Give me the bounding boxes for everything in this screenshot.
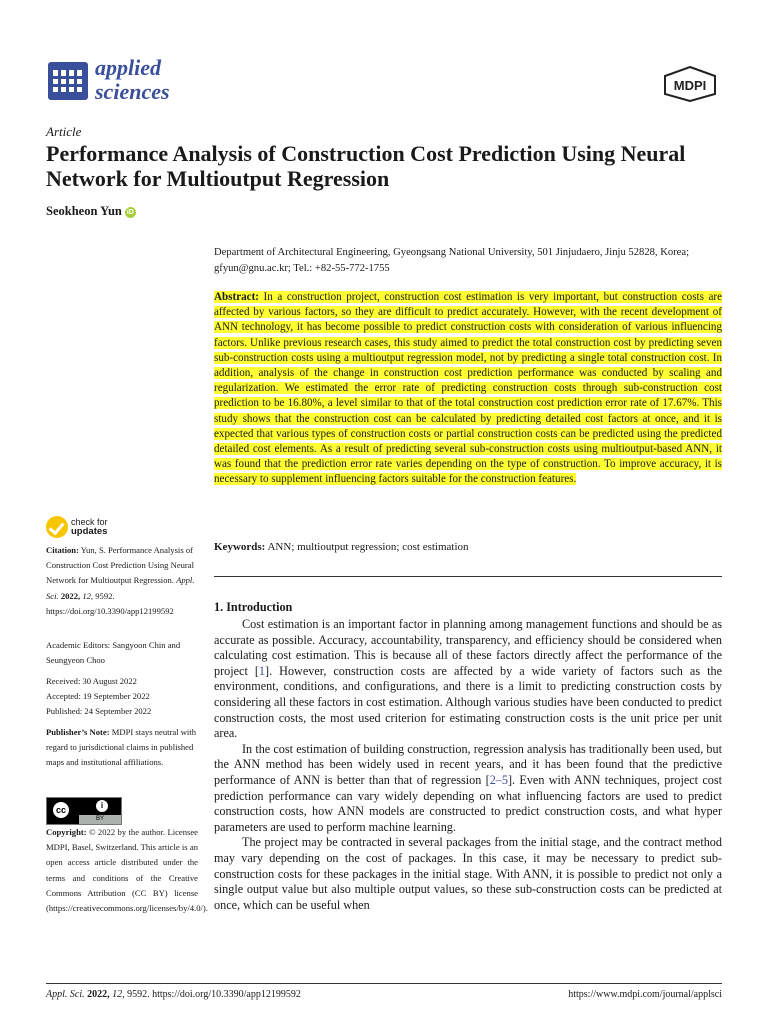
abstract-label: Abstract: bbox=[214, 291, 259, 303]
publishers-note bbox=[46, 725, 198, 771]
citation bbox=[46, 543, 198, 619]
abstract-text: In a construction project, construction cost estimation is very important, but construction costs are affected by various factors, so they are difficult to predict accurately. However, with the recent development of ANN technology, it has become possible to predict construction costs with consideration of various influencing factors. Unlike previous research cases, this study aimed to predict the total construction cost by predicting seven sub-construction costs using a multioutput regression model, not by predicting a single total construction cost. In addition, analysis of the change in construction cost prediction performance was conducted by scaling and regularization. We estimated the error rate of predicting construction costs through sub-construction cost prediction to be 16.80%, a level similar to that of the total construction cost prediction error rate of 17.67%. This study shows that the construction cost can be calculated by predicting detailed cost factors at once, and it is expected that various types of construction costs or partial construction costs can be predicted using the predicted detailed cost elements. As a result of predicting several sub-construction costs using multioutput-based ANN, it was found that the prediction error rate varies depending on the type of construction. To improve accuracy, it is necessary to supplement influencing factors suitable for the construction features. bbox=[214, 291, 723, 486]
check-for-label: check for bbox=[71, 517, 108, 527]
footer-year: 2022, bbox=[87, 989, 110, 1000]
footer-doi[interactable]: 9592. https://doi.org/10.3390/app12199592 bbox=[127, 989, 301, 1000]
introduction-body bbox=[214, 617, 722, 913]
mdpi-logo-text: MDPI bbox=[673, 78, 707, 93]
accepted-date: Accepted: 19 September 2022 bbox=[46, 691, 150, 702]
copyright bbox=[46, 825, 208, 916]
abstract bbox=[214, 290, 722, 488]
copyright-text: © 2022 by the author. Licensee MDPI, Basel, Switzerland. This article is an open access article distributed under the terms and conditions of the Creative Commons Attribution (CC BY) license (https://creativecommons.org/licenses/by/4.0/). bbox=[46, 827, 208, 914]
section-divider bbox=[214, 576, 722, 577]
section-title-introduction: 1. Introduction bbox=[214, 600, 293, 614]
footer-journal: Appl. Sci. bbox=[46, 989, 85, 1000]
checkmark-icon bbox=[46, 516, 68, 538]
mdpi-logo bbox=[660, 66, 720, 102]
citation-label: Citation: bbox=[46, 545, 79, 555]
footer-citation bbox=[46, 989, 301, 1000]
citation-text: Yun, S. Performance Analysis of Construction Cost Prediction Using Neural Network for Multioutput Regression. bbox=[46, 545, 194, 586]
footer-volume: 12, bbox=[112, 989, 125, 1000]
received-date: Received: 30 August 2022 bbox=[46, 676, 137, 686]
footer-journal-url[interactable]: https://www.mdpi.com/journal/applsci bbox=[568, 989, 722, 1000]
citation-volume: 12, bbox=[82, 590, 94, 601]
cc-icon: cc bbox=[51, 800, 71, 820]
affiliation: Department of Architectural Engineering, Gyeongsang National University, 501 Jinjudaero, Jinju 52828, Korea; gfyun@gnu.ac.kr; Tel.: +82-55-772-1755 bbox=[214, 247, 690, 274]
academic-editors: Academic Editors: Sangyoon Chin and Seungyeon Choo bbox=[46, 640, 181, 666]
citation-year: 2022, bbox=[60, 590, 81, 601]
footer-divider bbox=[46, 983, 722, 984]
paragraph: The project may be contracted in several packages from the initial stage, and the contract method may vary depending on the cost of packages. In this case, it may be necessary to predict sub-construction costs for these packages in the initial stage. With ANN, it is possible to predict not only a single output value but also multiple output values, so these sub-construction costs can be predicted at once, which can be useful when bbox=[214, 835, 722, 912]
reference-link[interactable]: 1 bbox=[258, 663, 266, 678]
publishers-note-label: Publisher’s Note: bbox=[46, 727, 110, 737]
journal-name bbox=[95, 56, 170, 104]
paragraph bbox=[214, 617, 722, 742]
keywords-label: Keywords: bbox=[214, 541, 266, 553]
keywords bbox=[214, 541, 469, 553]
paragraph-text: ]. Even with ANN techniques, project cost prediction performance can vary widely depending on what influencing factors are used to predict construction costs, how ANN models are constructed to predict construction costs, and what hyper parameters are used to perform machine learning. bbox=[214, 772, 723, 834]
paragraph-text: Cost estimation is an important factor in planning among management functions and should be as accurate as possible. Accuracy, accountability, transparency, and efficiency should be considered when calculating cost estimation. This is because all of these factors directly affect the performance of the project [ bbox=[214, 617, 722, 678]
publishers-note-text: MDPI stays neutral with regard to jurisdictional claims in published maps and institutional affiliations. bbox=[46, 727, 196, 768]
author bbox=[46, 204, 136, 219]
paper-title: Performance Analysis of Construction Cost Prediction Using Neural Network for Multioutput Regression bbox=[46, 141, 686, 191]
author-name: Seokheon Yun bbox=[46, 204, 122, 218]
keywords-text: ANN; multioutput regression; cost estimation bbox=[267, 541, 469, 553]
journal-logo bbox=[48, 62, 88, 100]
journal-name-line2: sciences bbox=[95, 79, 170, 104]
person-icon: i bbox=[94, 798, 110, 814]
dates bbox=[46, 674, 198, 720]
check-for-updates-badge[interactable] bbox=[46, 516, 126, 542]
article-type: Article bbox=[46, 124, 82, 139]
paragraph bbox=[214, 742, 722, 836]
paragraph-text: In the cost estimation of building construction, regression analysis has traditionally been used, but the ANN method has been widely used in recent years, and it has been found that the predictive performance of ANN is better than that of regression [ bbox=[214, 741, 722, 787]
published-date: Published: 24 September 2022 bbox=[46, 706, 152, 717]
citation-doi[interactable]: 9592. https://doi.org/10.3390/app12199592 bbox=[46, 590, 174, 616]
cc-by-license-icon[interactable] bbox=[46, 797, 122, 825]
citation-journal: Appl. Sci. bbox=[46, 575, 195, 601]
by-label: BY bbox=[79, 815, 121, 824]
paragraph-text: ]. However, construction costs are affected by a wide variety of factors such as the environment, conditions, and configurations, and there is a limit to predicting construction costs by considering all these factors in cost estimation. Although various studies have been conducted to predict construction costs, the most used criterion for estimating construction costs is the unit price per unit area. bbox=[214, 663, 722, 741]
copyright-label: Copyright: bbox=[46, 827, 87, 837]
reference-link[interactable]: 2–5 bbox=[489, 772, 508, 787]
journal-name-line1: applied bbox=[95, 55, 161, 80]
orcid-icon[interactable]: iD bbox=[126, 209, 134, 216]
updates-label: updates bbox=[71, 526, 108, 537]
